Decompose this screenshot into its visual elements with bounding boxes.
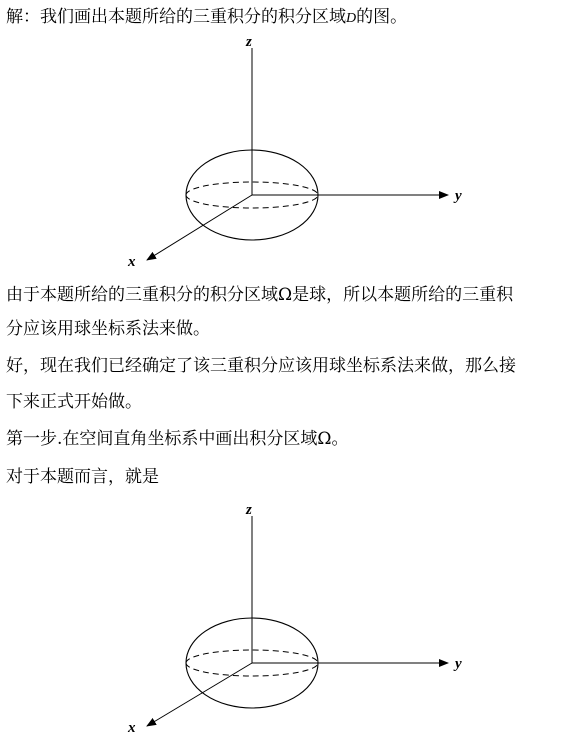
x-axis — [147, 195, 252, 260]
z-axis-label: z — [246, 502, 252, 518]
step-heading: 第一步.在空间直角坐标系中画出积分区域Ω。 — [6, 429, 349, 449]
intro-text: 解：我们画出本题所给的三重积分的积分区域 — [6, 7, 346, 27]
paragraph-line: 对于本题而言，就是 — [6, 467, 159, 487]
y-axis-label: y — [455, 656, 462, 672]
sphere-figure-1 — [0, 30, 578, 270]
equator-front — [186, 663, 318, 676]
x-axis-label: x — [128, 720, 136, 736]
z-axis-label: z — [246, 34, 252, 50]
paragraph-line: 分应该用球坐标系法来做。 — [6, 319, 210, 339]
paragraph-line: 好，现在我们已经确定了该三重积分应该用球坐标系法来做，那么接 — [6, 356, 516, 376]
sphere-figure-2 — [0, 498, 578, 738]
paragraph-line: 下来正式开始做。 — [6, 392, 142, 412]
intro-text-end: 的图。 — [356, 7, 408, 27]
y-axis-label: y — [455, 188, 462, 204]
paragraph-line: 由于本题所给的三重积分的积分区域Ω是球，所以本题所给的三重积 — [6, 285, 514, 305]
x-axis — [147, 663, 252, 726]
region-symbol: D — [346, 11, 357, 26]
intro-line — [6, 6, 407, 30]
equator-front — [186, 195, 318, 208]
x-axis-label: x — [128, 254, 136, 270]
